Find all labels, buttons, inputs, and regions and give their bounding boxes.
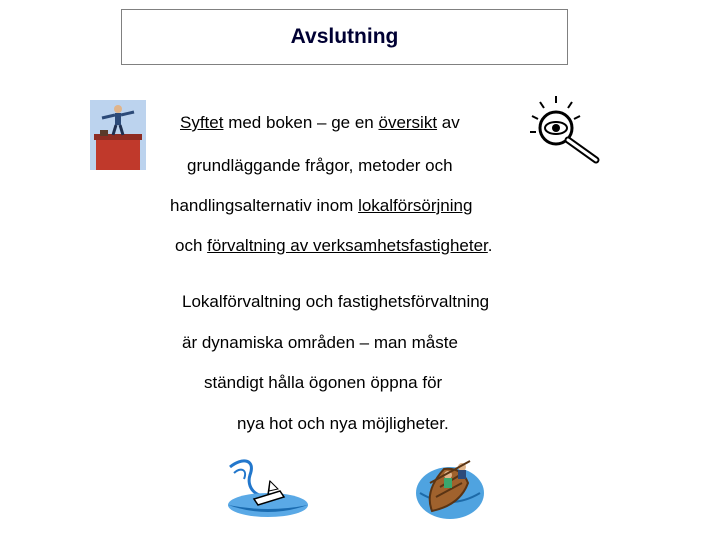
- oversikt-link[interactable]: översikt: [378, 113, 438, 132]
- paragraph2-line4: nya hot och nya möjligheter.: [237, 414, 449, 433]
- boat-on-wave-icon: [220, 455, 310, 520]
- people-in-rowboat-icon: [410, 453, 492, 523]
- paragraph2-line2: är dynamiska områden – man måste: [182, 333, 458, 352]
- title-box: [121, 9, 568, 65]
- lokalforsorjning-link[interactable]: lokalförsörjning: [358, 196, 473, 215]
- text-span: handlingsalternativ inom: [170, 196, 359, 215]
- syftet-link[interactable]: Syftet: [180, 113, 224, 132]
- forvaltning-link[interactable]: förvaltning av verksamhetsfastigheter: [207, 236, 488, 255]
- text-span: och: [175, 236, 208, 255]
- slide-title: Avslutning: [290, 25, 399, 48]
- paragraph1-line4: [175, 236, 493, 256]
- paragraph2-line1: Lokalförvaltning och fastighetsförvaltning: [182, 292, 490, 311]
- text-span: med boken – ge en: [223, 113, 379, 132]
- paragraph1-line3: [170, 196, 472, 216]
- paragraph1-line1: [180, 113, 460, 133]
- paragraph2-line3: ständigt hålla ögonen öppna för: [204, 373, 443, 392]
- text-span: .: [487, 236, 493, 255]
- paragraph1-line2: grundläggande frågor, metoder och: [187, 156, 453, 175]
- text-span: av: [437, 113, 460, 132]
- man-on-rooftop-icon: [90, 100, 146, 170]
- magnifying-glass-eye-icon: [526, 94, 606, 166]
